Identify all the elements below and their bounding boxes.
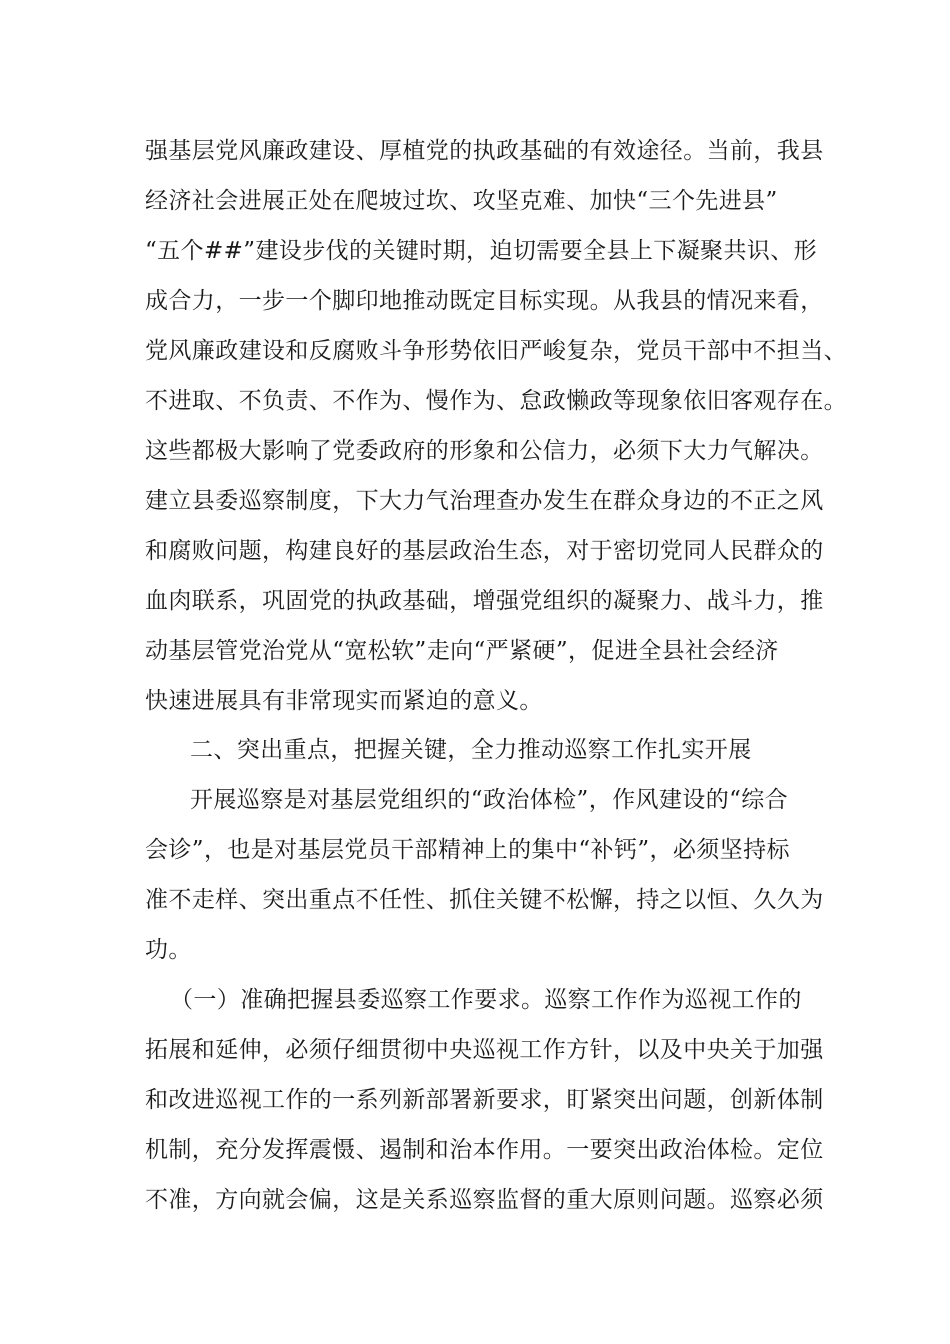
text-line: 不进取、不负责、不作为、慢作为、怠政懒政等现象依旧客观存在。 <box>145 388 847 414</box>
text-line: 动基层管党治党从“宽松软”走向“严紧硬”，促进全县社会经济 <box>145 638 779 664</box>
text-line: 和腐败问题，构建良好的基层政治生态，对于密切党同人民群众的 <box>145 538 824 564</box>
text-line: 建立县委巡察制度，下大力气治理查办发生在群众身边的不正之风 <box>145 488 824 514</box>
text-line: 成合力，一步一个脚印地推动既定目标实现。从我县的情况来看， <box>145 288 824 314</box>
text-line: 这些都极大影响了党委政府的形象和公信力，必须下大力气解决。 <box>145 438 824 464</box>
text-line: 党风廉政建设和反腐败斗争形势依旧严峻复杂，党员干部中不担当、 <box>145 338 847 364</box>
text-line: 拓展和延伸，必须仔细贯彻中央巡视工作方针，以及中央关于加强 <box>145 1037 824 1063</box>
text-line: 血肉联系，巩固党的执政基础，增强党组织的凝聚力、战斗力，推 <box>145 588 824 614</box>
text-line: 准不走样、突出重点不任性、抓住关键不松懈，持之以恒、久久为 <box>145 887 824 913</box>
text-line: 机制，充分发挥震慑、遏制和治本作用。一要突出政治体检。定位 <box>145 1137 824 1163</box>
text-line: 经济社会进展正处在爬坡过坎、攻坚克难、加快“三个先进县” <box>145 188 778 214</box>
section-heading: 二、突出重点，把握关键，全力推动巡察工作扎实开展 <box>190 737 752 763</box>
text-line: 开展巡察是对基层党组织的“政治体检”，作风建设的“综合 <box>190 787 789 813</box>
text-line: “五个##”建设步伐的关键时期，迫切需要全县上下凝聚共识、形 <box>145 238 818 264</box>
subsection-heading: （一）准确把握县委巡察工作要求。巡察工作作为巡视工作的 <box>170 987 802 1013</box>
text-line: 强基层党风廉政建设、厚植党的执政基础的有效途径。当前，我县 <box>145 138 824 164</box>
text-line: 快速进展具有非常现实而紧迫的意义。 <box>145 688 543 714</box>
text-line: 功。 <box>145 937 192 963</box>
text-line: 不准，方向就会偏，这是关系巡察监督的重大原则问题。巡察必须 <box>145 1187 824 1213</box>
text-line: 会诊”，也是对基层党员干部精神上的集中“补钙”，必须坚持标 <box>145 837 790 863</box>
text-line: 和改进巡视工作的一系列新部署新要求，盯紧突出问题，创新体制 <box>145 1087 824 1113</box>
